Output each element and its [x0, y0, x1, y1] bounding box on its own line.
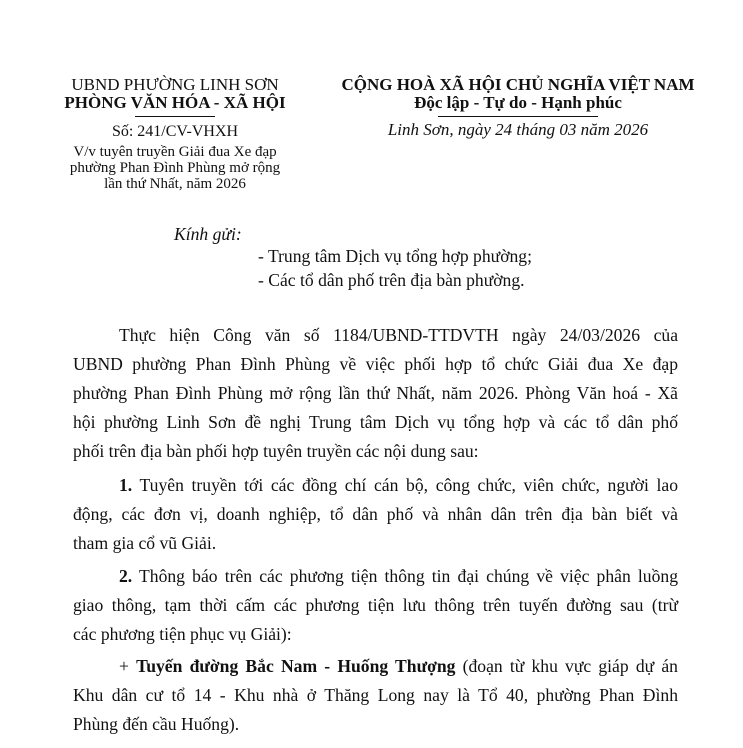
recipient-item: - Trung tâm Dịch vụ tổng hợp phường; — [258, 246, 532, 266]
motto-underline — [438, 116, 598, 117]
paragraph-line: phối trên địa bàn phối hợp tuyên truyền các nội dung sau: — [73, 441, 479, 461]
paragraph-line: Phùng đến cầu Huống). — [73, 714, 240, 734]
route-text: (đoạn từ khu vực giáp dự án — [455, 656, 678, 676]
subject-line: phường Phan Đình Phùng mở rộng — [69, 160, 281, 176]
route-prefix: + — [119, 656, 137, 676]
recipient-item: - Các tổ dân phố trên địa bàn phường. — [258, 270, 525, 290]
paragraph-line: tham gia cổ vũ Giải. — [73, 533, 217, 553]
item-text: Thông báo trên các phương tiện thông tin đại chúng về việc phân luồng — [132, 566, 678, 586]
subject-line: lần thứ Nhất, năm 2026 — [104, 176, 246, 192]
item-number: 2. — [119, 566, 133, 586]
paragraph-line — [73, 652, 678, 681]
agency-name: PHÒNG VĂN HÓA - XÃ HỘI — [64, 93, 286, 112]
paragraph-line: hội phường Linh Sơn đề nghị Trung tâm Dịch vụ tổng hợp và các tổ dân phố — [73, 412, 678, 432]
paragraph-line: Khu dân cư tổ 14 - Khu nhà ở Thăng Long nay là Tổ 40, phường Phan Đình — [73, 685, 678, 705]
item-number: 1. — [119, 475, 133, 495]
item-1-paragraph — [73, 471, 678, 558]
agency-parent: UBND PHƯỜNG LINH SƠN — [71, 75, 279, 94]
paragraph-line: phường Phan Đình Phùng mở rộng lần thứ Nhất, năm 2026. Phòng Văn hoá - Xã — [73, 383, 678, 403]
paragraph-line — [73, 471, 678, 500]
route-paragraph — [73, 652, 678, 739]
document-subject — [40, 144, 310, 192]
paragraph-line — [73, 562, 678, 591]
place-date: Linh Sơn, ngày 24 tháng 03 năm 2026 — [387, 120, 649, 139]
item-text: Tuyên truyền tới các đồng chí cán bộ, công chức, viên chức, người lao — [132, 475, 678, 495]
route-name: Tuyến đường Bắc Nam - Huống Thượng — [136, 656, 456, 676]
subject-line: V/v tuyên truyền Giải đua Xe đạp — [73, 144, 277, 160]
national-motto: Độc lập - Tự do - Hạnh phúc — [414, 93, 622, 112]
paragraph-line: các phương tiện phục vụ Giải): — [73, 624, 292, 644]
paragraph-line: UBND phường Phan Đình Phùng về việc phối hợp tổ chức Giải đua Xe đạp — [73, 354, 678, 374]
intro-paragraph — [73, 321, 678, 466]
paragraph-line: Thực hiện Công văn số 1184/UBND-TTDVTH ngày 24/03/2026 của — [119, 325, 678, 345]
paragraph-line: động, các đơn vị, doanh nghiệp, tổ dân phố và nhân dân trên địa bàn biết và — [73, 504, 678, 524]
paragraph-line: giao thông, tạm thời cấm các phương tiện lưu thông trên tuyến đường sau (trừ — [73, 595, 678, 615]
recipients-label: Kính gửi: — [174, 224, 242, 244]
item-2-paragraph — [73, 562, 678, 649]
document-number: Số: 241/CV-VHXH — [111, 123, 239, 140]
agency-underline — [135, 116, 215, 117]
national-title: CỘNG HOÀ XÃ HỘI CHỦ NGHĨA VIỆT NAM — [341, 75, 695, 94]
